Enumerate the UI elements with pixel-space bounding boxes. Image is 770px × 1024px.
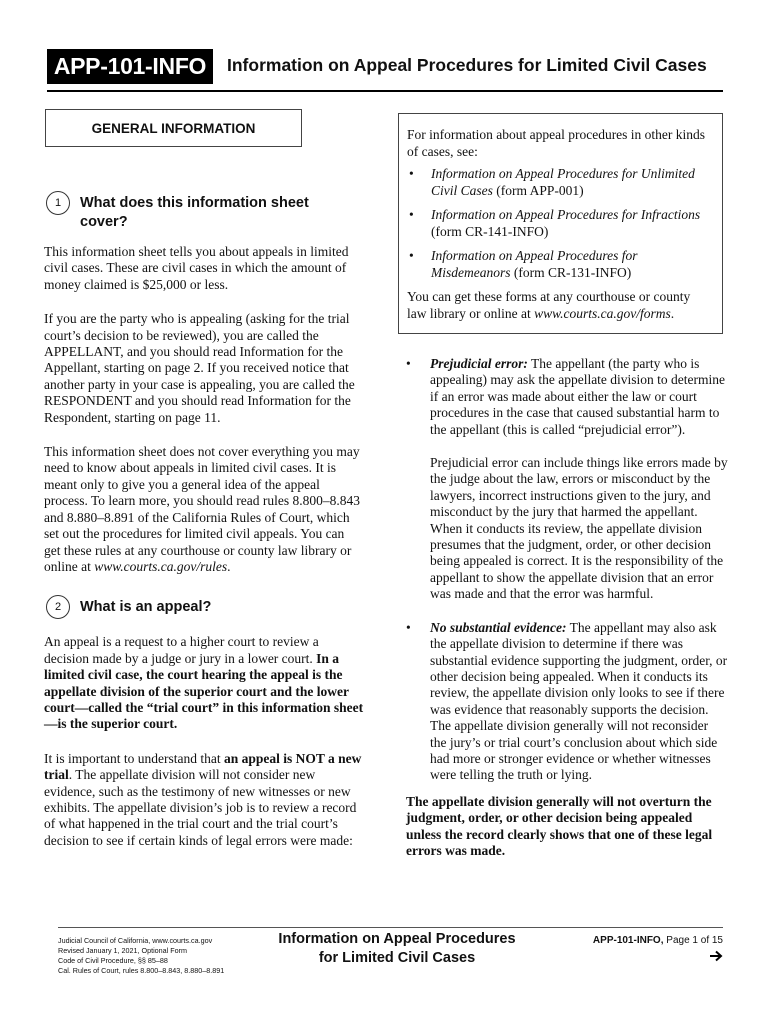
question-number-2: 2 bbox=[46, 595, 70, 619]
prejudicial-error-detail: Prejudicial error can include things like errors made by the judge about the law, errors or misconduct by the lawyers, incorrect instructions given to the jury, and misconduct by the jury that harmed the appellant. When it conducts its review, the appellate division presumes that the judgment, order, or other decision being appealed is correct. It is the responsibility of the appellant to show the appellate division that an error was made and that the error was harmful. bbox=[430, 455, 728, 602]
list-item: • Information on Appeal Procedures for Unlimited Civil Cases (form APP-001) bbox=[409, 166, 695, 198]
q1-paragraph-1: This information sheet tells you about appeals in limited civil cases. These are civil cases in which the amount of money claimed is $25,000 or less. bbox=[44, 244, 349, 292]
bullet-icon: • bbox=[409, 166, 414, 181]
question-1-title: What does this information sheet cover? bbox=[80, 195, 309, 230]
right-arrow-icon[interactable] bbox=[709, 950, 723, 962]
bullet-icon: • bbox=[409, 207, 414, 222]
footer-citations: Judicial Council of California, www.courts.ca.gov Revised January 1, 2021, Optional Form Code of Civil Procedure, §§ 85–88 Cal. Rules of Court, rules 8.800–8.843, 8.880–8.891 bbox=[58, 936, 225, 975]
q2-paragraph-1: An appeal is a request to a higher court to review a decision made by a judge or jury in a lower court. In a limited civil case, the court hearing the appeal is the appellate division of the superior court and the lower court—called the “trial court” in this information sheet—is the superior court. bbox=[44, 634, 364, 732]
bullet-icon: • bbox=[406, 356, 411, 371]
bullet-icon: • bbox=[406, 619, 411, 635]
rules-link[interactable]: www.courts.ca.gov/rules bbox=[94, 558, 228, 574]
question-2-heading bbox=[46, 595, 364, 619]
form-code-badge: APP-101-INFO bbox=[47, 49, 213, 84]
question-number-1: 1 bbox=[46, 191, 70, 215]
question-1-heading bbox=[46, 191, 364, 232]
page-title: Information on Appeal Procedures for Limited Civil Cases bbox=[227, 55, 707, 75]
info-box-footer: You can get these forms at any courthouse or county law library or online at www.courts.ca.gov/forms. bbox=[407, 289, 691, 321]
list-item: • Information on Appeal Procedures for Infractions (form CR-141-INFO) bbox=[409, 207, 701, 239]
prejudicial-error-item: • Prejudicial error: The appellant (the party who is appealing) may ask the appellate division to determine if an error was made about either the law or court procedures in the case that caused substantial harm to the appellant (this is called “prejudicial error”). Prejudicial error can include things like errors made by the judge about the law, errors or misconduct by the lawyers, incorrect instructions given to the jury, and misconduct by the jury that harmed the appellant. When it conducts its review, the appellate division presumes that the judgment, order, or other decision being appealed is correct. It is the responsibility of the appellant to show the appellate division that an error was made and that the error was harmful. bbox=[406, 356, 728, 602]
footer-title: Information on Appeal Procedures for Limited Civil Cases bbox=[278, 931, 516, 966]
left-column bbox=[44, 109, 364, 849]
q1-paragraph-2: If you are the party who is appealing (asking for the trial court’s decision to be reviewed), you are called the APPELLANT, and you should read Information for the Appellant, starting on page 2. If you received notice that another party in your case is appealing, you are called the RESPONDENT and you should read Information for the Respondent, starting on page 11. bbox=[44, 311, 355, 425]
page-number: APP-101-INFO, Page 1 of 15 bbox=[592, 935, 723, 946]
info-box-list bbox=[407, 166, 713, 281]
list-item: • Information on Appeal Procedures for Misdemeanors (form CR-131-INFO) bbox=[409, 248, 638, 280]
general-information-heading: GENERAL INFORMATION bbox=[45, 109, 302, 147]
q1-paragraph-3: This information sheet does not cover everything you may need to know about appeals in limited civil cases. It is meant only to give you a general idea of the appeal process. To learn more, you should read rules 8.800–8.843 and 8.880–8.891 of the California Rules of Court, which set out the procedures for limited civil appeals. You can get these rules at any courthouse or county law library or online at www.courts.ca.gov/rules. bbox=[44, 444, 360, 574]
other-case-types-box bbox=[398, 113, 723, 334]
footer-divider bbox=[58, 927, 723, 928]
question-2-title: What is an appeal? bbox=[80, 599, 212, 616]
info-box-intro: For information about appeal procedures in other kinds of cases, see: bbox=[407, 127, 706, 159]
conclusion-text: The appellate division generally will not overturn the judgment, order, or other decision being appealed unless the record clearly shows that one of these legal errors was made. bbox=[406, 793, 713, 858]
q2-paragraph-2: It is important to understand that an appeal is NOT a new trial. The appellate division will not consider new evidence, such as the testimony of new witnesses or new exhibits. The appellate division’s job is to review a record of what happened in the trial court and the trial court’s decision to see if certain kinds of legal errors were made: bbox=[44, 750, 362, 848]
right-column bbox=[406, 356, 728, 859]
bullet-icon: • bbox=[409, 248, 414, 263]
forms-link[interactable]: www.courts.ca.gov/forms bbox=[534, 305, 671, 321]
no-substantial-evidence-item: • No substantial evidence: The appellant may also ask the appellate division to determine if there was substantial evidence supporting the judgment, order, or other decision being appealed. When it conducts its review, the appellate division only looks to see if there was evidence that reasonably supports the decision. The appellate division generally will not reconsider the jury’s or trial court’s conclusion about which side had more or stronger evidence or whether witnesses were telling the truth or lying. bbox=[406, 619, 728, 783]
header-divider bbox=[47, 90, 723, 92]
